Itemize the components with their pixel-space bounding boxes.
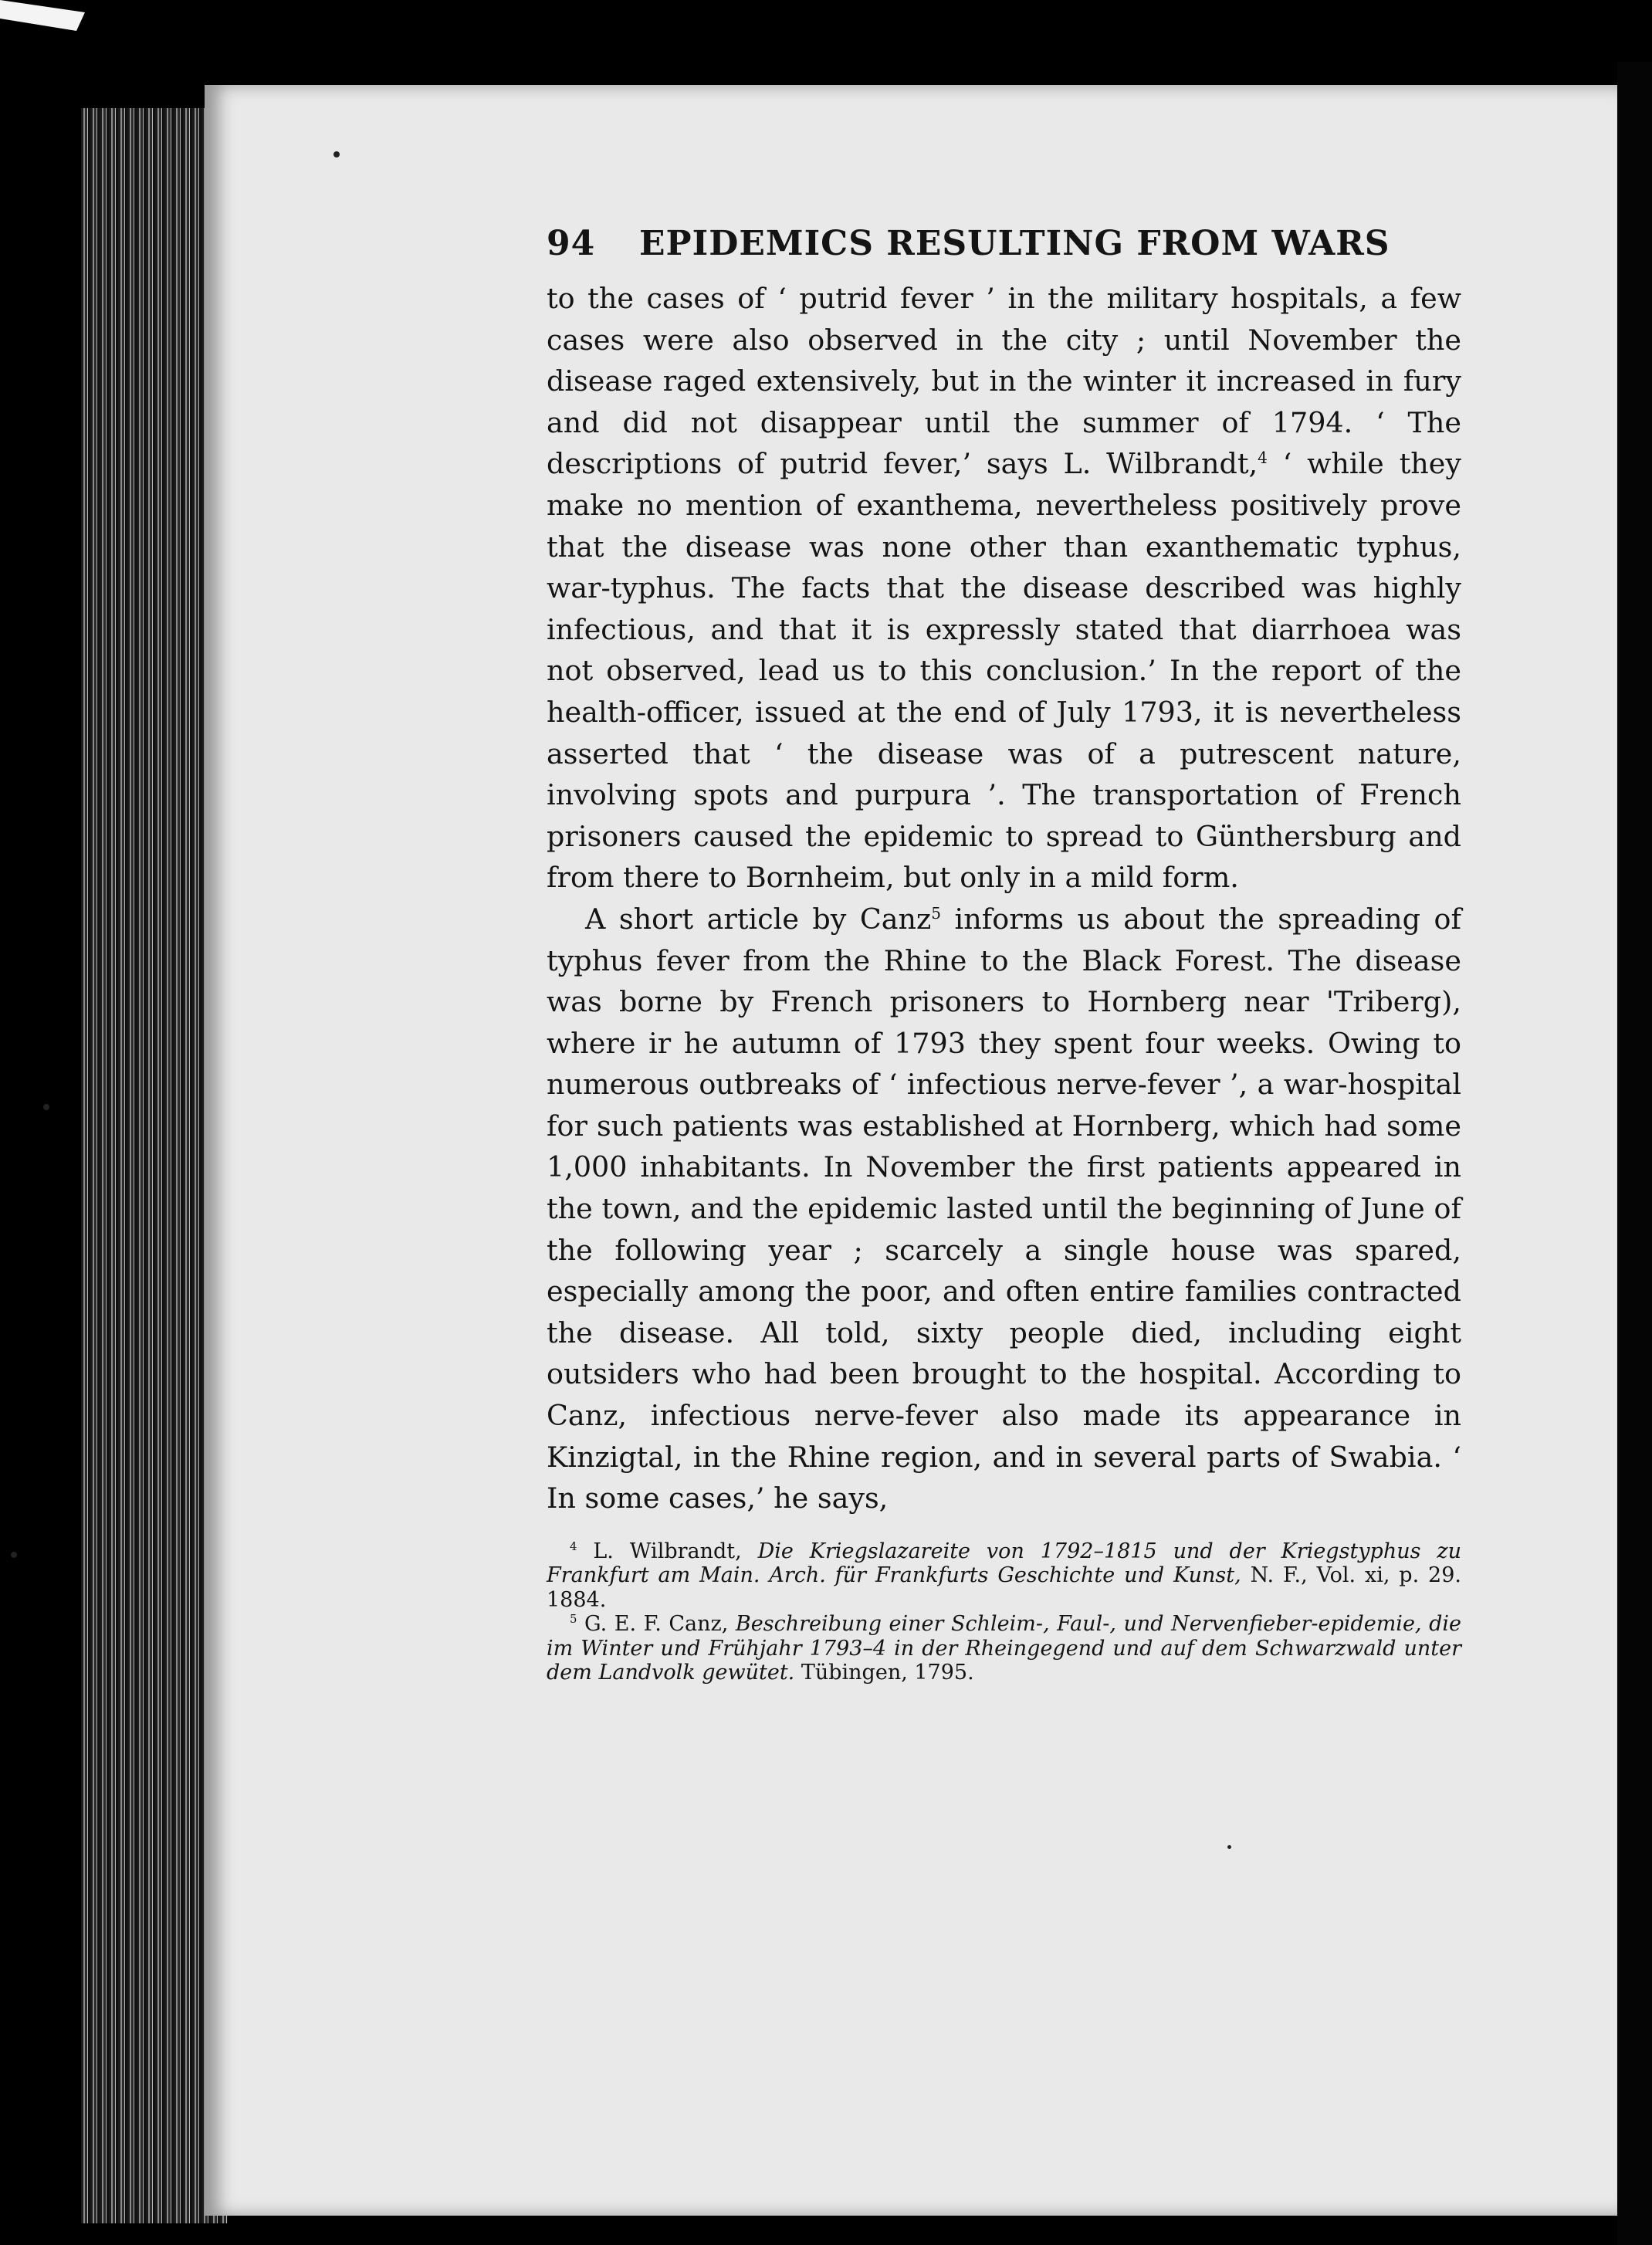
paragraph	[547, 899, 1461, 1519]
footnote-title: Die Kriegslazareite von 1792–1815 und der Kriegstyphus zu Frankfurt am Main.	[547, 1539, 1461, 1588]
footnote-journal: Arch. für Frankfurts Geschichte und Kunst,	[769, 1563, 1241, 1588]
footnote-author: G. E. F. Canz,	[577, 1612, 736, 1637]
footnote-space	[760, 1563, 769, 1587]
footnote-title: Beschreibung einer Schleim-, Faul-, und Nervenfieber-epidemie, die im Winter und Frühjahr 1793–4 in der Rheingegend und auf dem Schwarzwald unter dem Landvolk gewütet.	[547, 1612, 1461, 1685]
paragraph-text: A short article by Canz	[585, 902, 932, 936]
footnote-mark: 5	[570, 1612, 577, 1627]
footnotes	[547, 1539, 1461, 1685]
scan-corner-mark	[0, 0, 85, 31]
footnote	[547, 1539, 1461, 1613]
footnote-author: L. Wilbrandt,	[577, 1539, 758, 1563]
text-block	[547, 224, 1461, 1685]
paragraph-text: to the cases of ‘ putrid fever ’ in the military hospitals, a few cases were also observed in the city ; until November the disease raged extensively, but in the winter it increased in fury and did not disappear until the summer of 1794. ‘ The descriptions of putrid fever,’ says L. Wilbrandt,	[547, 282, 1461, 481]
speck	[333, 151, 340, 157]
speck	[1227, 1845, 1231, 1849]
paragraph	[547, 278, 1461, 899]
running-title: EPIDEMICS RESULTING FROM WARS	[639, 224, 1390, 263]
paragraph-text: informs us about the spreading of typhus fever from the Rhine to the Black Forest. The disease was borne by French prisoners to Hornberg near 'Triberg), where ir he autumn of 1793 they spent four weeks. Owing to numerous outbreaks of ‘ infectious nerve-fever ’, a war-hospital for such patients was established at Hornberg, which had some 1,000 inhabitants. In November the first patients appeared in the town, and the epidemic lasted until the beginning of June of the following year ; scarcely a single house was spared, especially among the poor, and often entire families contracted the disease. All told, sixty people died, including eight outsiders who had been brought to the hospital. According to Canz, infectious nerve-fever also made its appearance in Kinzigtal, in the Rhine region, and in several parts of Swabia. ‘ In some cases,’ he says,	[547, 902, 1461, 1515]
paragraph-text: ‘ while they make no mention of exanthema, nevertheless positively prove that the disease was none other than exanthematic typhus, war-typhus. The facts that the disease described was highly infectious, and that it is expressly stated that diarrhoea was not observed, lead us to this conclusion.’ In the report of the health-officer, issued at the end of July 1793, it is nevertheless asserted that ‘ the disease was of a putrescent nature, involving spots and purpura ’. The transportation of French prisoners caused the epidemic to spread to Günthersburg and from there to Bornheim, but only in a mild form.	[547, 447, 1461, 895]
footnote-citation: Tübingen, 1795.	[794, 1661, 974, 1685]
footnote-ref: 5	[931, 903, 942, 923]
footnote-citation: N. F., Vol. xi, p. 29. 1884.	[547, 1563, 1461, 1612]
speck	[43, 1104, 49, 1110]
body-text	[547, 278, 1461, 1519]
footnote-ref: 4	[1258, 449, 1268, 468]
right-shadow-strip	[1617, 62, 1652, 2245]
footnote-mark: 4	[570, 1539, 577, 1553]
running-head	[547, 224, 1461, 278]
page-number: 94	[547, 224, 596, 263]
speck	[11, 1552, 17, 1558]
footnote	[547, 1612, 1461, 1685]
